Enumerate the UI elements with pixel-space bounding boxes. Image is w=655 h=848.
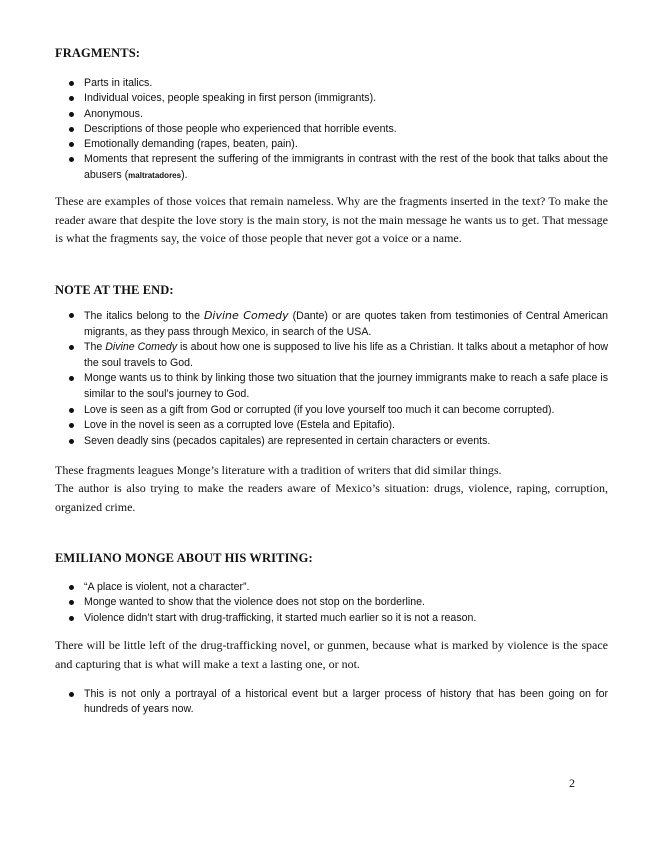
book-title: Divine Comedy xyxy=(105,341,178,354)
list-item: Love in the novel is seen as a corrupted love (Estela and Epitafio). xyxy=(55,418,608,434)
list-item: Emotionally demanding (rapes, beaten, pain). xyxy=(55,137,608,152)
final-bullet-list xyxy=(55,687,608,718)
list-item: Individual voices, people speaking in first person (immigrants). xyxy=(55,91,608,106)
bullet-text: (Dante) or are quotes taken from testimonies of Central American migrants, as they pass through Mexico, in search of the USA. xyxy=(84,310,608,338)
list-item: This is not only a portrayal of a historical event but a larger process of history that has been going on for hundreds of years now. xyxy=(55,687,608,718)
spanish-term: maltratadores xyxy=(128,170,182,180)
bullet-text: The italics belong to the xyxy=(84,310,204,322)
list-item: Monge wanted to show that the violence does not stop on the borderline. xyxy=(55,595,608,610)
bullet-text: Moments that represent the suffering of the immigrants in contrast with the rest of the book that talks about the abusers ( xyxy=(84,153,608,181)
book-title: Divine Comedy xyxy=(203,309,289,322)
list-item: Seven deadly sins (pecados capitales) are represented in certain characters or events. xyxy=(55,434,608,450)
list-item: Parts in italics. xyxy=(55,76,608,91)
list-item xyxy=(55,308,608,340)
note-heading: NOTE AT THE END: xyxy=(55,283,174,297)
fragments-heading: FRAGMENTS: xyxy=(55,46,141,60)
list-item xyxy=(55,340,608,371)
list-item: Descriptions of those people who experienced that horrible events. xyxy=(55,122,608,137)
note-paragraph-1: These fragments leagues Monge’s literature with a tradition of writers that did similar things. xyxy=(55,463,502,477)
page-number: 2 xyxy=(569,776,575,790)
bullet-text: The xyxy=(84,341,106,354)
list-item: Love is seen as a gift from God or corrupted (if you love yourself too much it can become corrupted). xyxy=(55,403,608,419)
bullet-text-end: ). xyxy=(181,168,188,181)
list-item: Monge wants us to think by linking those two situation that the journey immigrants make to reach a safe place is similar to the soul’s journey to God. xyxy=(55,371,608,402)
fragments-bullet-list xyxy=(55,76,608,183)
list-item: Violence didn’t start with drug-trafficking, it started much earlier so it is not a reason. xyxy=(55,611,608,626)
bullet-text: is about how one is supposed to live his life as a Christian. It talks about a metaphor of how the soul travels to God. xyxy=(84,341,608,369)
note-paragraph-2: The author is also trying to make the readers aware of Mexico’s situation: drugs, violence, raping, corruption, organized crime. xyxy=(55,481,608,514)
list-item xyxy=(55,152,608,183)
list-item: Anonymous. xyxy=(55,107,608,122)
note-bullet-list xyxy=(55,308,608,449)
list-item: “A place is violent, not a character”. xyxy=(55,580,608,595)
fragments-paragraph: These are examples of those voices that remain nameless. Why are the fragments inserted in the text? To make the reader aware that despite the love story is the main story, is not the main message he wants us to get. That message is what the fragments say, the voice of those people that never got a voice or a name. xyxy=(55,194,608,245)
monge-paragraph: There will be little left of the drug-trafficking novel, or gunmen, because what is marked by violence is the space and capturing that is what will make a text a lasting one, or not. xyxy=(55,638,608,671)
monge-heading: EMILIANO MONGE ABOUT HIS WRITING: xyxy=(55,551,313,565)
monge-bullet-list xyxy=(55,580,608,626)
